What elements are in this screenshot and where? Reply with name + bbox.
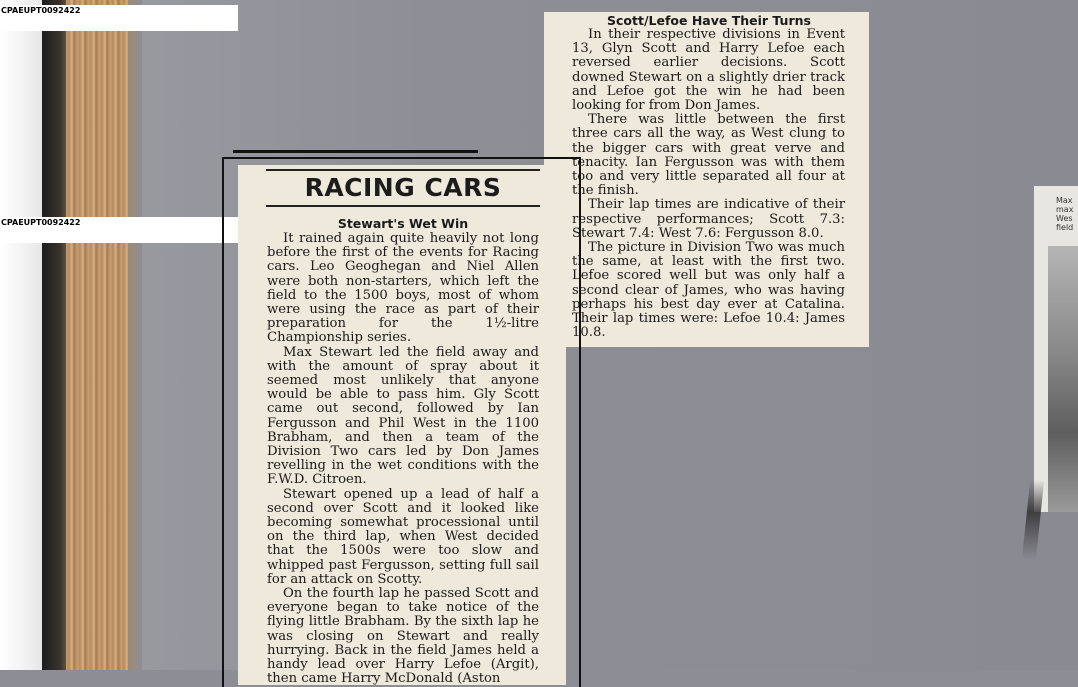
paragraph: Stewart opened up a lead of half a second over Scott and it looked like becoming somewhat processional until on the third lap, when West decided that the 1500s were too slow and whipped past Fergusson, setting full sail for an attack on Scotty. [267, 486, 539, 587]
page-edge-shadow [128, 0, 142, 670]
fragment-line: field [1056, 223, 1074, 232]
paragraph: The picture in Division Two was much the same, at least with the first two. Lefoe scored well but was only half a second clear of James, who was having perhaps his best day ever at Catalina. Their lap times were: Lefoe 10.4: James 10.8. [572, 240, 845, 341]
clipping-heading: Scott/Lefoe Have Their Turns [607, 13, 811, 28]
catalog-tag-top: CPAEUPT0092422 [0, 5, 238, 31]
catalog-tag-middle: CPAEUPT0092422 [0, 217, 238, 243]
page-edges [66, 0, 128, 670]
highlight-frame [222, 157, 581, 687]
fragment-line: Wes [1056, 214, 1073, 223]
clipping-title: RACING CARS [304, 173, 502, 202]
edge-clipping [1034, 186, 1078, 512]
paragraph: In their respective divisions in Event 13, Glyn Scott and Harry Lefoe each reversed earlier decisions. Scott downed Stewart on a slightly drier track and Lefoe got the win he had been looking for from Don James. [572, 27, 845, 114]
marker-line [233, 150, 478, 153]
clipping-body [572, 28, 845, 340]
book-binding [42, 0, 68, 670]
paragraph: On the fourth lap he passed Scott and everyone began to take notice of the flying little Brabham. By the sixth lap he was closing on Stewart and really hurrying. Back in the field James held a handy lead over Harry Lefoe (Argit), then came Harry McDonald (Aston [267, 586, 539, 687]
paragraph: It rained again quite heavily not long before the first of the events for Racing cars. Leo Geoghegan and Niel Allen were both non-starters, which left the field to the 1500 boys, most of whom were using the race as part of their preparation for the 1½-litre Championship series. [267, 231, 539, 346]
page-stain [1022, 480, 1044, 560]
fragment-line: Max [1056, 196, 1073, 205]
paragraph: Max Stewart led the field away and with the amount of spray about it seemed most unlikely that anyone would be able to pass him. Gly Scott came out second, followed by Ian Fergusson and Phil West in the 1100 Brabham, and then a team of the Division Two cars led by Don James revelling in the wet conditions with the F.W.D. Citroen. [267, 344, 539, 488]
scan-margin [0, 0, 42, 670]
clipping-scott-lefoe [544, 12, 869, 347]
edge-fragment-text [1056, 196, 1073, 232]
paragraph: There was little between the first three cars all the way, as West clung to the bigger cars with great verve and tenacity. Ian Fergusson was with them too and very little separated all four at the finish. [572, 112, 845, 199]
clipping-subheading: Stewart's Wet Win [337, 216, 469, 231]
edge-photo [1048, 246, 1078, 512]
paragraph: Their lap times are indicative of their respective performances; Scott 7.3: Stewart 7.4: West 7.6: Fergusson 8.0. [572, 197, 845, 241]
fragment-line: max [1056, 205, 1074, 214]
